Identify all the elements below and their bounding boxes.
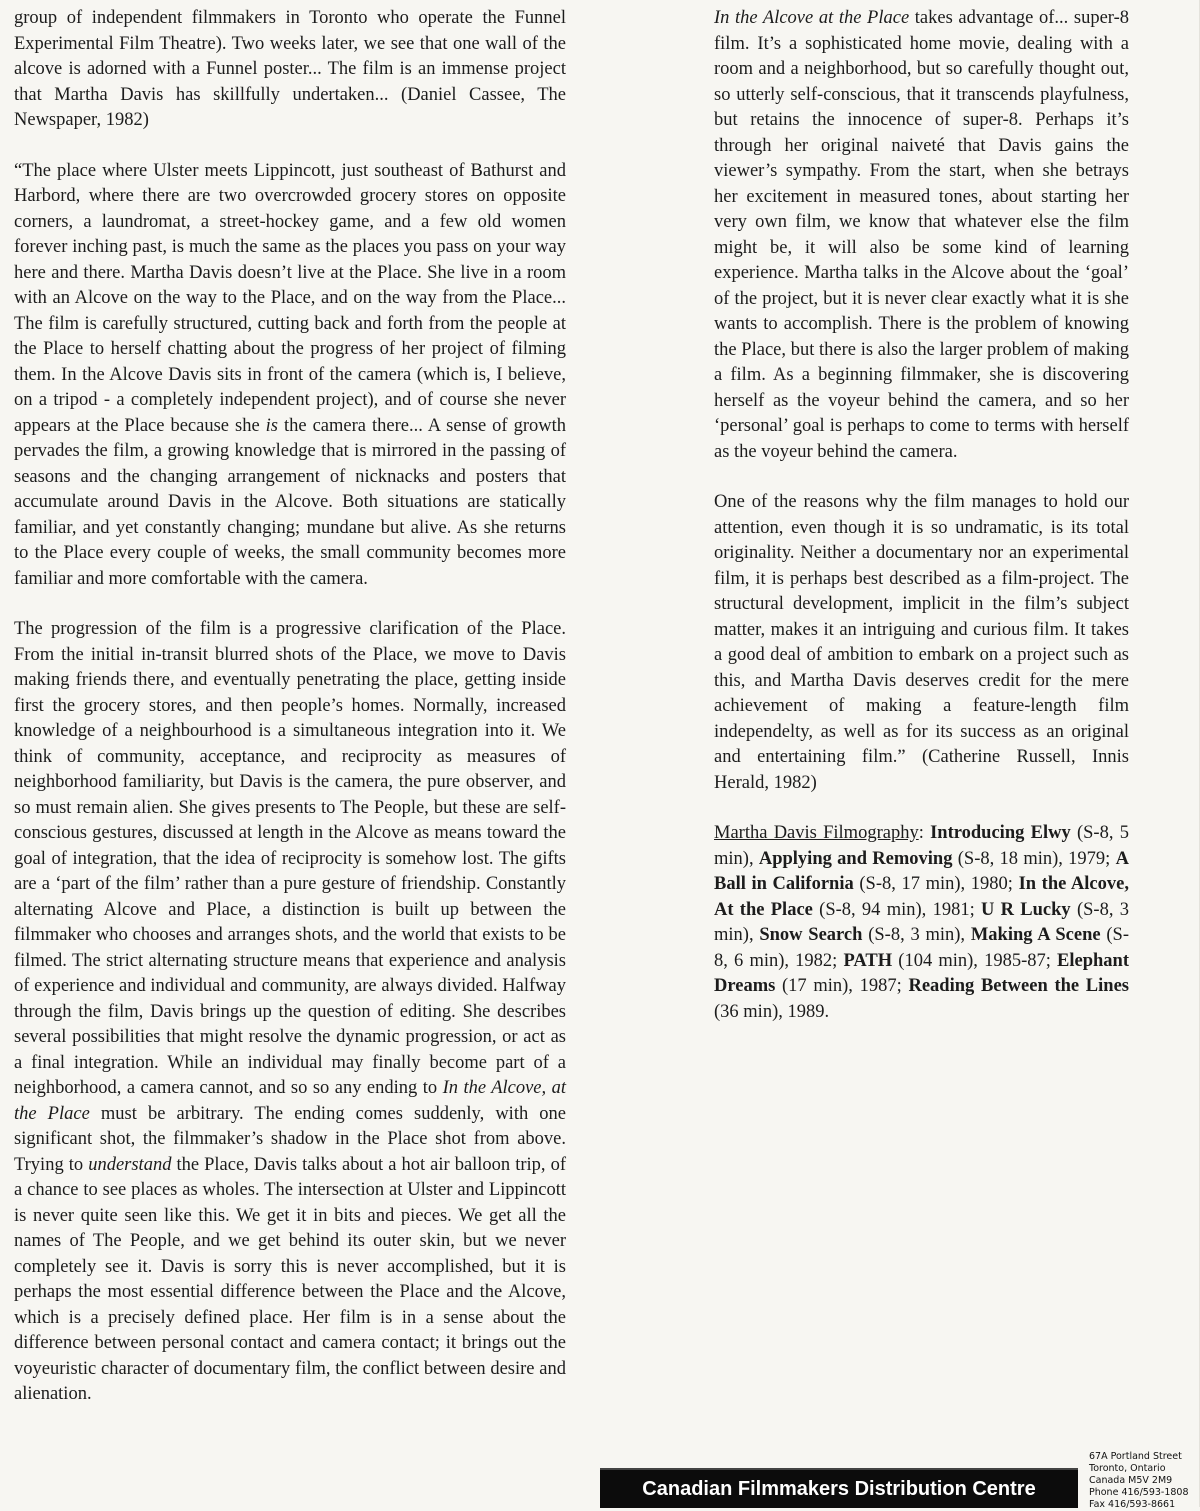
body-paragraph [714,6,1129,465]
fax-line: Fax 416/593-8661 [1089,1499,1176,1510]
address-line: 67A Portland Street [1089,1451,1182,1462]
right-column [714,6,1129,1050]
text-run: (S-8, 3 min), [714,899,1129,945]
film-title: Introducing Elwy [930,823,1071,843]
film-title: In the Alcove, At the Place [714,874,1129,920]
text-run: (S-8, 18 min), 1979; [952,848,1116,869]
text-run: (17 min), 1987; [775,976,909,996]
address-line: Toronto, Ontario [1089,1463,1166,1474]
text-run: (S-8, 6 min), 1982; [714,925,1129,971]
film-title: PATH [843,950,893,971]
text-run: (S-8, 94 min), 1981; [812,899,981,920]
text-run: the Place, Davis talks about a hot air balloon trip, of a chance to see places as wholes. The intersection at Ulster and Lippincott is never quite seen like this. We get it in bits and pieces. We get all the names of The People, and we get behind its outer skin, but we never completely see it. Davis is sorry this is never accomplished, but it is perhaps the most essential difference between the Place and the Alcove, which is a precisely defined place. Her film is in a sense about the difference between personal contact and camera contact; it brings out the voyeuristic character of documentary film, the conflict between desire and alienation. [14,1154,566,1404]
film-title: Elephant Dreams [714,950,1129,996]
text-run: group of independent filmmakers in Toronto who operate the Funnel Experimental Film Theatre). Two weeks later, we see that one wall of the alcove is adorned with a Funnel poster... The film is an immense project that Martha Davis has skillfully undertaken... (Daniel Cassee, The Newspaper, 1982) [14,8,566,130]
text-run: must be arbitrary. The ending comes suddenly, with one significant shot, the filmmaker’s shadow in the Place shot from above. Trying to [14,1103,566,1175]
phone-line: Phone 416/593-1808 [1089,1487,1189,1498]
film-title: Applying and Removing [758,848,953,869]
distributor-address [1089,1451,1189,1511]
italic-text: In the Alcove, at the Place [14,1078,566,1124]
film-title: Reading Between the Lines [908,976,1129,996]
text-run: (S-8, 3 min), [862,925,971,945]
text-run: “The place where Ulster meets Lippincott, just southeast of Bathurst and Harbord, where there are two overcrowded grocery stores on opposite corners, a laundromat, a street-hockey game, and a few old women forever inching past, is much the same as the places you pass on your way here and there. Martha Davis doesn’t live at the Place. She live in a room with an Alcove on the way to the Place, and on the way from the Place... The film is carefully structured, cutting back and forth from the people at the Place to herself chatting about the progress of her project of filming them. In the Alcove Davis sits in front of the camera (which is, I believe, on a tripod - a completely independent project), and of course she never appears at the Place because she [14,160,566,436]
body-paragraph [714,490,1129,796]
italic-text: understand [88,1154,172,1175]
film-title: Snow Search [759,925,863,945]
distributor-banner: Canadian Filmmakers Distribution Centre [600,1468,1078,1508]
text-run: the camera there... A sense of growth pervades the film, a growing knowledge that is mirrored in the passing of seasons and the changing arrangement of nicknacks and posters that accumulate around Davis in the Alcove. Both situations are statically familiar, and yet constantly changing; mundane but alive. As she returns to the Place every couple of weeks, the small community becomes more familiar and more comfortable with the camera. [14,415,566,589]
text-run: (36 min), 1989. [714,1001,830,1022]
text-run: takes advantage of... super-8 film. It’s a sophisticated home movie, dealing with a room and a neighborhood, but so carefully thought out, so utterly self-conscious, that it transcends playfulness, but retains the innocence of super-8. Perhaps it’s through her original naiveté that Davis gains the viewer’s sympathy. From the start, when she betrays her excitement in measured tones, about starting her very own film, we know that whatever else the film might be, it will also be some kind of learning experience. Martha talks in the Alcove about the ‘goal’ of the project, but it is never clear exactly what it is she wants to accomplish. There is the problem of knowing the Place, but there is also the larger problem of making a film. As a beginning filmmaker, she is discovering herself as the voyeur behind the camera, and so her ‘personal’ goal is perhaps to come to terms with herself as the voyeur behind the camera. [714,8,1129,462]
text-run: : [918,823,931,843]
text-run: (S-8, 5 min), [714,823,1129,869]
left-column [14,6,566,1433]
filmography-paragraph [714,821,1129,1025]
text-run: The progression of the film is a progressive clarification of the Place. From the initial in-transit blurred shots of the Place, we move to Davis making friends there, and eventually penetrating the place, getting inside first the grocery stores, and then people’s homes. Normally, increased knowledge of a neighbourhood is a simultaneous integration into it. We think of community, acceptance, and reciprocity as measures of neighborhood familiarity, but Davis is the camera, the pure observer, and so must remain alien. She gives presents to The People, but these are self-conscious gestures, discussed at length in the Alcove as means toward the goal of integration, that the idea of reciprocity is somehow lost. The gifts are a ‘part of the film’ rather than a pure gesture of friendship. Constantly alternating Alcove and Place, a distinction is built up between the filmmaker who chooses and arranges shots, and the world that exists to be filmed. The strict alternating structure means that experience and analysis of experience and individual and community, are always divided. Halfway through the film, Davis brings up the question of editing. She describes several possibilities that might resolve the dynamic progression, or act as a final integration. While an individual may finally become part of a neighborhood, a camera cannot, and so so any ending to [14,619,566,1098]
address-line: Canada M5V 2M9 [1089,1475,1173,1486]
body-paragraph [14,6,566,134]
body-paragraph [14,617,566,1408]
distributor-footer [600,1448,1200,1510]
body-paragraph [14,159,566,593]
film-title: A Ball in California [714,848,1129,894]
text-run: (S-8, 17 min), 1980; [853,874,1019,894]
italic-text: is [265,415,278,436]
section-label: Martha Davis Filmography [714,823,919,843]
film-title: U R Lucky [981,899,1071,920]
film-title: Making A Scene [970,925,1101,945]
text-run: (104 min), 1985-87; [892,950,1058,971]
italic-text: In the Alcove at the Place [714,8,910,28]
text-run: One of the reasons why the film manages to hold our attention, even though it is so undramatic, is its total originality. Neither a documentary nor an experimental film, it is perhaps best described as a film-project. The structural development, implicit in the film’s subject matter, makes it an intriguing and curious film. It takes a good deal of ambition to embark on a project such as this, and Martha Davis deserves credit for the mere achievement of making a feature-length film independelty, as well as for its success as an original and entertaining film.” (Catherine Russell, Innis Herald, 1982) [714,492,1129,793]
